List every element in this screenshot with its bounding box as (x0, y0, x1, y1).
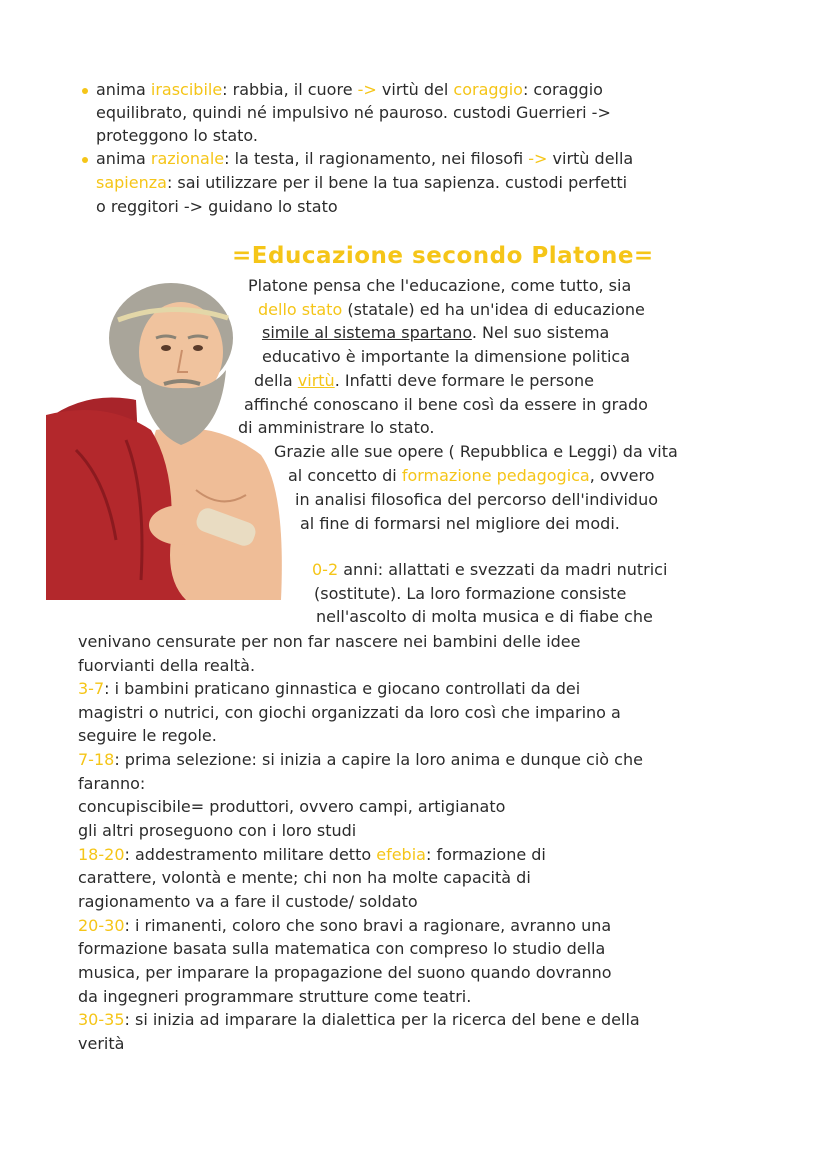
stage-line (312, 558, 667, 581)
text-segment: faranno: (78, 774, 146, 793)
highlight-text: coraggio (453, 80, 523, 99)
highlight-text: 0-2 (312, 560, 339, 579)
text-segment: , ovvero (589, 466, 655, 485)
text-segment: seguire le regole. (78, 726, 217, 745)
text-segment: . Infatti deve formare le persone (334, 371, 594, 390)
bullet-line (96, 171, 627, 194)
stage-line (78, 890, 418, 913)
bullet-dot (82, 157, 88, 163)
highlight-text: 3-7 (78, 679, 105, 698)
text-segment: : si inizia ad imparare la dialettica per la ricerca del bene e della (124, 1010, 640, 1029)
text-segment: : i bambini praticano ginnastica e giocano controllati da dei (104, 679, 581, 698)
stage-line (78, 677, 580, 700)
text-segment: della (254, 371, 298, 390)
stage-line (78, 630, 580, 653)
text-segment: equilibrato, quindi né impulsivo né pauroso. custodi Guerrieri -> (96, 103, 611, 122)
text-segment: al fine di formarsi nel migliore dei modi. (300, 514, 620, 533)
text-segment: magistri o nutrici, con giochi organizzati da loro così che imparino a (78, 703, 621, 722)
text-segment: gli altri proseguono con i loro studi (78, 821, 357, 840)
highlight-text: 7-18 (78, 750, 115, 769)
text-segment: . Nel suo sistema (471, 323, 610, 342)
stage-line (78, 748, 643, 771)
highlight-text: -> (528, 149, 548, 168)
stage-line (314, 582, 626, 605)
text-segment: formazione basata sulla matematica con compreso lo studio della (78, 939, 606, 958)
bullet-line (96, 147, 633, 170)
intro-line (288, 464, 655, 487)
stage-line (78, 772, 145, 795)
text-segment: di amministrare lo stato. (238, 418, 435, 437)
highlight-text: 30-35 (78, 1010, 125, 1029)
text-segment: anima (96, 80, 151, 99)
text-segment: musica, per imparare la propagazione del suono quando dovranno (78, 963, 612, 982)
intro-line (295, 488, 658, 511)
bullet-line (96, 78, 603, 101)
highlight-text: formazione pedagogica (401, 466, 590, 485)
stage-line (78, 914, 611, 937)
text-segment: carattere, volontà e mente; chi non ha molte capacità di (78, 868, 531, 887)
text-segment: simile al sistema spartano (262, 323, 472, 342)
intro-line (244, 393, 648, 416)
intro-line (262, 345, 630, 368)
text-segment: verità (78, 1034, 125, 1053)
bullet-line (96, 101, 611, 124)
highlight-text: 18-20 (78, 845, 125, 864)
text-segment: : rabbia, il cuore (222, 80, 358, 99)
text-segment: in analisi filosofica del percorso dell'individuo (295, 490, 658, 509)
highlight-text: virtù (297, 371, 335, 390)
text-segment: : coraggio (522, 80, 603, 99)
text-segment: anima (96, 149, 151, 168)
text-segment: : addestramento militare detto (124, 845, 377, 864)
highlight-text: dello stato (258, 300, 343, 319)
section-title: =Educazione secondo Platone= (232, 243, 654, 269)
text-segment: educativo è importante la dimensione politica (262, 347, 631, 366)
text-segment: : sai utilizzare per il bene la tua sapienza. custodi perfetti (166, 173, 628, 192)
highlight-text: 20-30 (78, 916, 125, 935)
text-segment: ragionamento va a fare il custode/ soldato (78, 892, 418, 911)
highlight-text: -> (357, 80, 377, 99)
stage-line (78, 819, 356, 842)
text-segment: virtù del (376, 80, 454, 99)
stage-line (78, 1008, 640, 1031)
intro-line (258, 298, 645, 321)
text-segment: da ingegneri programmare strutture come teatri. (78, 987, 472, 1006)
text-segment: al concetto di (288, 466, 402, 485)
stage-line (78, 843, 546, 866)
text-segment: o reggitori -> guidano lo stato (96, 197, 338, 216)
stage-line (78, 866, 531, 889)
stage-line (78, 795, 505, 818)
text-segment: anni: allattati e svezzati da madri nutrici (338, 560, 668, 579)
intro-line (238, 416, 434, 439)
text-segment: Platone pensa che l'educazione, come tutto, sia (248, 276, 632, 295)
intro-line (300, 512, 620, 535)
text-segment: concupiscibile= produttori, ovvero campi, artigianato (78, 797, 506, 816)
text-segment: affinché conoscano il bene così da essere in grado (244, 395, 648, 414)
plato-illustration-icon (46, 280, 296, 600)
text-segment: nell'ascolto di molta musica e di fiabe che (316, 607, 653, 626)
text-segment: : prima selezione: si inizia a capire la loro anima e dunque ciò che (114, 750, 643, 769)
stage-line (78, 701, 621, 724)
stage-line (316, 605, 653, 628)
stage-line (78, 961, 612, 984)
intro-line (262, 321, 609, 344)
text-segment: virtù della (547, 149, 634, 168)
intro-line (248, 274, 631, 297)
stage-line (78, 985, 471, 1008)
text-segment: : la testa, il ragionamento, nei filosofi (224, 149, 529, 168)
text-segment: : formazione di (425, 845, 546, 864)
highlight-text: razionale (150, 149, 225, 168)
text-segment: venivano censurate per non far nascere nei bambini delle idee (78, 632, 581, 651)
text-segment: proteggono lo stato. (96, 126, 259, 145)
highlight-text: irascibile (150, 80, 223, 99)
stage-line (78, 937, 605, 960)
text-segment: (sostitute). La loro formazione consiste (314, 584, 627, 603)
text-segment: (statale) ed ha un'idea di educazione (342, 300, 645, 319)
intro-line (254, 369, 594, 392)
stage-line (78, 654, 255, 677)
stage-line (78, 1032, 124, 1055)
bullet-line (96, 124, 258, 147)
bullet-line (96, 195, 338, 218)
text-segment: : i rimanenti, coloro che sono bravi a ragionare, avranno una (124, 916, 612, 935)
intro-line (274, 440, 678, 463)
highlight-text: sapienza (96, 173, 167, 192)
bullet-dot (82, 88, 88, 94)
text-segment: Grazie alle sue opere ( Repubblica e Leggi) da vita (274, 442, 678, 461)
text-segment: fuorvianti della realtà. (78, 656, 256, 675)
stage-line (78, 724, 217, 747)
highlight-text: efebia (376, 845, 426, 864)
